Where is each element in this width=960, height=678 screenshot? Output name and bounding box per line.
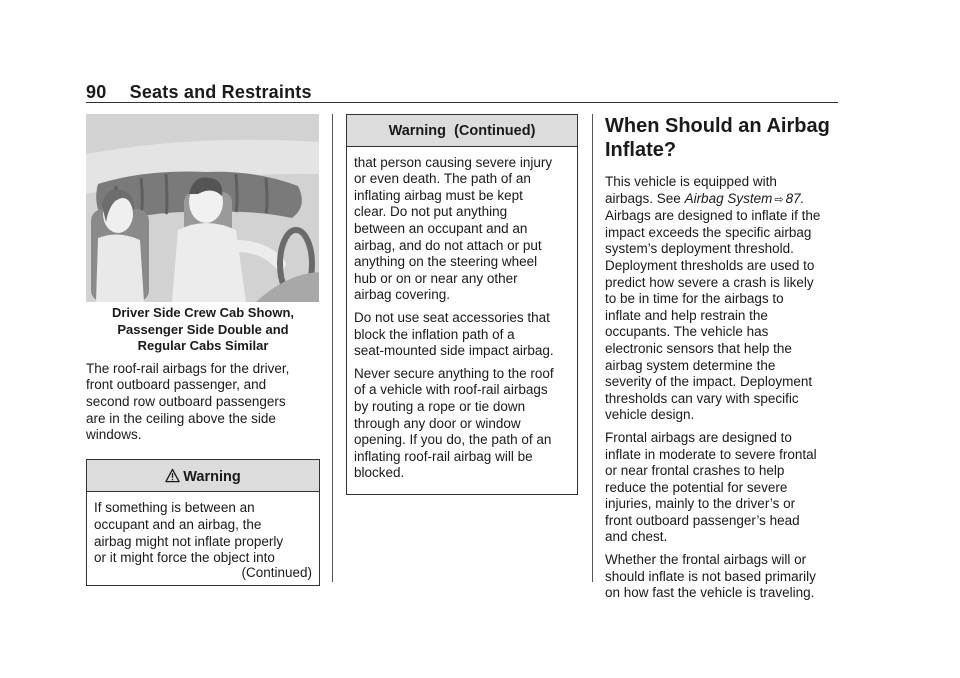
text-line: by routing a rope or tie down [354,398,526,414]
text-line: airbag might not inflate properly [94,533,284,549]
airbag-equipped-paragraph [605,174,838,424]
heading-line: Inflate? [605,139,677,161]
section-title: Seats and Restraints [129,82,312,102]
text-line: should inflate is not based primarily [605,568,816,584]
text-line: airbag covering. [354,287,451,303]
text-line: on how fast the vehicle is traveling. [605,585,815,601]
text-fragment: airbags. See [605,190,685,206]
warning-header [87,460,319,493]
text-line: occupants. The vehicle has [605,324,769,340]
warning-continued-body [347,147,577,494]
text-line: inflate in moderate to severe frontal [605,446,817,462]
text-line: thresholds can vary with specific [605,390,799,406]
text-line: Whether the frontal airbags will or [605,552,807,568]
text-line: predict how severe a crash is likely [605,274,814,290]
column-2 [346,114,578,495]
text-line [605,191,838,209]
text-line: block the inflation path of a [354,326,515,342]
text-line: seat-mounted side impact airbag. [354,343,554,359]
column-divider [592,114,593,582]
column-1 [86,114,320,586]
warning-paragraph [354,366,570,482]
text-line: reduce the potential for severe [605,479,788,495]
text-line: Never secure anything to the roof [354,365,554,381]
airbag-system-page[interactable]: 87. [785,190,805,206]
warning-triangle-icon [165,468,180,483]
page-header [86,82,312,103]
page-reference-arrow-icon: ⇨ [774,193,784,206]
warning-paragraph [354,155,570,304]
warning-title: Warning [183,468,241,485]
text-line: severity of the impact. Deployment [605,374,813,390]
text-line: hub or on or near any other [354,270,518,286]
text-line: are in the ceiling above the side [86,410,276,426]
roof-rail-paragraph [86,361,320,444]
header-rule [86,102,838,103]
text-line: The roof-rail airbags for the driver, [86,360,290,376]
heading-line: When Should an Airbag [605,115,830,137]
text-line: opening. If you do, the path of an [354,432,552,448]
text-line: that person causing severe injury [354,154,553,170]
text-line: clear. Do not put anything [354,204,508,220]
airbag-system-link[interactable]: Airbag System [684,190,773,206]
text-line: airbag system determine the [605,357,776,373]
airbag-illustration [86,114,319,302]
caption-line: Regular Cabs Similar [137,338,269,354]
warning-continued-box [346,114,578,495]
page-number: 90 [86,82,107,102]
text-line: electronic sensors that help the [605,340,792,356]
text-line: Deployment thresholds are used to [605,257,815,273]
text-line: of a vehicle with roof-rail airbags [354,382,548,398]
warning-box [86,459,320,587]
warning-continued-header: Warning (Continued) [347,115,577,147]
text-line: and chest. [605,529,668,545]
text-line: vehicle design. [605,407,695,423]
text-line: anything on the steering wheel [354,254,538,270]
text-line: If something is between an [94,500,255,516]
text-line: or it might force the object into [94,550,275,566]
warning-body [87,492,319,585]
text-line: between an occupant and an [354,220,528,236]
text-line: through any door or window [354,415,521,431]
text-line: Frontal airbags are designed to [605,429,792,445]
text-line: Airbags are designed to inflate if the [605,208,821,224]
caption-line: Driver Side Crew Cab Shown, [111,305,295,320]
text-line: second row outboard passengers [86,393,286,409]
text-line: front outboard passenger, and [86,377,267,393]
text-line: or even death. The path of an [354,171,531,187]
text-line: inflating airbag must be kept [354,187,523,203]
text-line: windows. [86,427,142,443]
column-divider [332,114,333,582]
text-line: blocked. [354,465,405,481]
column-3 [605,114,838,602]
figure-caption [86,305,320,355]
frontal-airbags-paragraph [605,430,838,546]
text-line: This vehicle is equipped with [605,174,777,189]
text-line: Do not use seat accessories that [354,309,550,325]
speed-paragraph [605,552,838,602]
text-line: inflating roof-rail airbag will be [354,448,533,464]
warning-paragraph [354,310,570,360]
text-line: impact exceeds the specific airbag [605,224,812,240]
text-line: or near frontal crashes to help [605,463,785,479]
airbag-illustration-graphic [86,114,319,302]
text-line: airbag, and do not attach or put [354,237,542,253]
section-heading [605,114,838,162]
text-line: inflate and help restrain the [605,307,768,323]
text-line: system’s deployment threshold. [605,241,794,257]
text-line: occupant and an airbag, the [94,516,262,532]
text-line: injuries, mainly to the driver’s or [605,496,796,512]
continued-label: (Continued) [241,564,312,580]
text-line: to be in time for the airbags to [605,291,784,307]
text-line: front outboard passenger’s head [605,512,800,528]
caption-line: Passenger Side Double and [117,321,289,337]
